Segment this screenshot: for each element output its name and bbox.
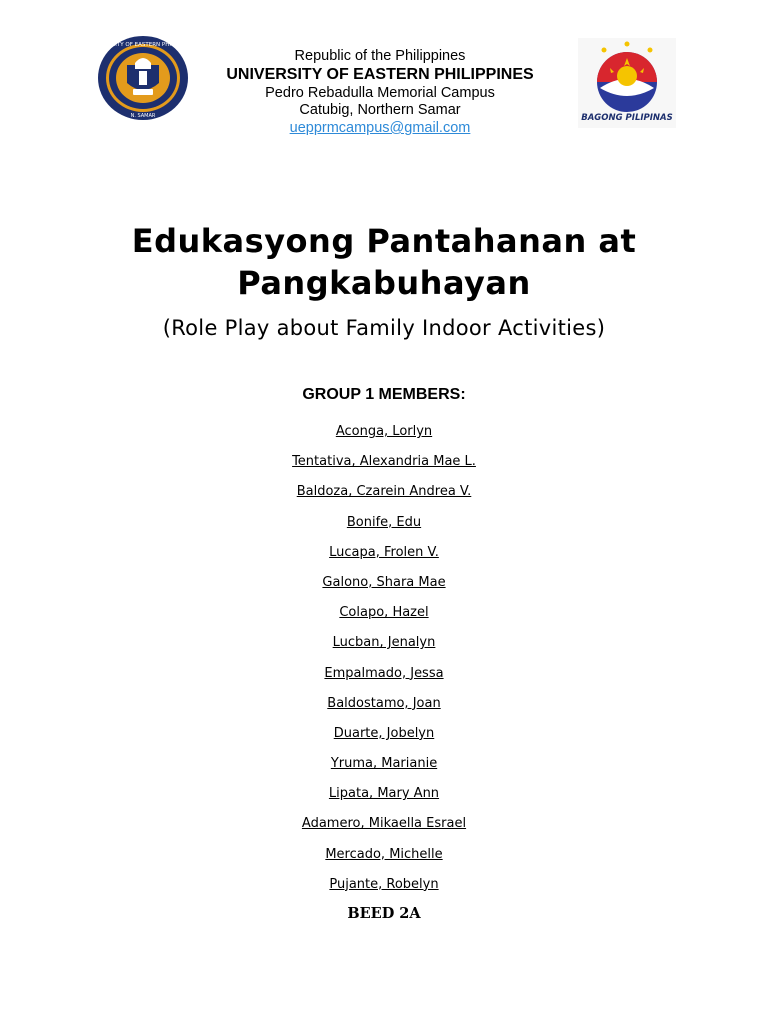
republic-line: Republic of the Philippines [294,48,466,64]
list-item [184,847,584,877]
email-link[interactable]: uepprmcampus@gmail.com [289,120,471,136]
member-list [184,424,584,907]
member-name: Lipata, Mary Ann [328,786,440,802]
group-heading: GROUP 1 MEMBERS: [302,386,466,403]
list-item [184,545,584,575]
list-item [184,756,584,786]
list-item [184,726,584,756]
member-name: Empalmado, Jessa [324,665,444,681]
list-item [184,786,584,816]
member-name: Mercado, Michelle [325,846,443,862]
member-name: Galono, Shara Mae [322,574,446,590]
list-item [184,424,584,454]
member-name: Aconga, Lorlyn [335,424,433,439]
list-item [184,605,584,635]
member-name: Colapo, Hazel [339,605,429,621]
letterhead-text [180,48,580,137]
member-name: Pujante, Robelyn [329,876,439,892]
university-name: UNIVERSITY OF EASTERN PHILIPPINES [226,66,534,83]
logo-text: BAGONG PILIPINAS [581,113,673,123]
list-item [184,877,584,907]
page-subtitle: (Role Play about Family Indoor Activities) [162,316,606,340]
university-seal-icon [91,35,195,121]
member-name: Lucban, Jenalyn [332,635,436,651]
seal-bottom-text: N. SAMAR [130,113,156,119]
campus-location: Catubig, Northern Samar [299,102,461,118]
member-name: Adamero, Mikaella Esrael [301,816,467,832]
list-item [184,515,584,545]
member-name: Baldoza, Czarein Andrea V. [296,484,472,500]
list-item [184,575,584,605]
campus-name: Pedro Rebadulla Memorial Campus [265,85,495,101]
member-name: Tentativa, Alexandria Mae L. [292,454,476,470]
member-name: Duarte, Jobelyn [333,725,435,741]
list-item [184,666,584,696]
member-name: Baldostamo, Joan [327,695,441,711]
list-item [184,454,584,484]
list-item [184,816,584,846]
bagong-pilipinas-logo-icon [578,38,676,128]
list-item [184,635,584,665]
member-name: Lucapa, Frolen V. [329,544,439,560]
list-item [184,696,584,726]
letterhead [0,0,768,150]
page-title: Edukasyong Pantahanan at Pangkabuhayan [131,222,637,302]
member-name: Yruma, Marianie [330,756,438,772]
seal-text: UNIVERSITY OF EASTERN PHILIPPINES [91,42,195,48]
list-item [184,484,584,514]
member-name: Bonife, Edu [346,514,422,530]
section-label: BEED 2A [347,905,421,922]
